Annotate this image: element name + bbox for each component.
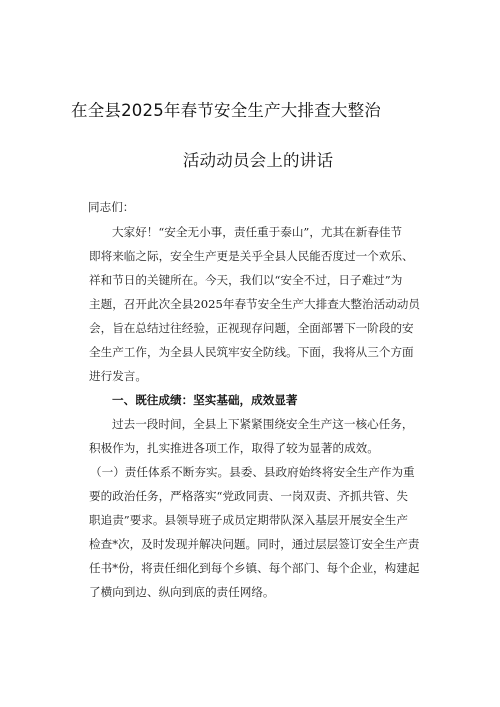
paragraph-1-line-4: 主题，召开此次全县2025年春节安全生产大排查大整治活动动员 bbox=[89, 297, 420, 311]
paragraph-3-line-3: 职追责”要求。县领导班子成员定期带队深入基层开展安全生产 bbox=[89, 513, 408, 527]
paragraph-1-line-6: 全生产工作，为全县人民筑牢安全防线。下面，我将从三个方面 bbox=[89, 345, 414, 359]
paragraph-1-line-3: 祥和节日的关键所在。今天，我们以“安全不过，日子难过”为 bbox=[89, 273, 403, 287]
paragraph-3-line-1: （一）责任体系不断夯实。县委、县政府始终将安全生产作为重 bbox=[90, 465, 415, 479]
paragraph-3-line-2: 要的政治任务，严格落实“党政同责、一岗双责、齐抓共管、失 bbox=[89, 489, 408, 503]
paragraph-3-line-4: 检查*次，及时发现并解决问题。同时，通过层层签订安全生产责 bbox=[89, 537, 420, 551]
paragraph-1-line-7: 进行发言。 bbox=[89, 369, 147, 383]
paragraph-2-line-2: 积极作为，扎实推进各项工作，取得了较为显著的成效。 bbox=[89, 441, 379, 455]
paragraph-3-line-6: 了横向到边、纵向到底的责任网络。 bbox=[89, 585, 275, 599]
paragraph-1-line-2: 即将来临之际，安全生产更是关乎全县人民能否度过一个欢乐、 bbox=[89, 249, 414, 263]
document-title-line-1: 在全县2025年春节安全生产大排查大整治 bbox=[71, 101, 381, 120]
paragraph-1-line-1: 大家好！“安全无小事，责任重于泰山”，尤其在新春佳节 bbox=[112, 225, 403, 239]
section-heading-1: 一、既往成绩：坚实基础，成效显著 bbox=[112, 393, 298, 407]
paragraph-3-line-5: 任书*份，将责任细化到每个乡镇、每个部门、每个企业，构建起 bbox=[89, 561, 420, 575]
paragraph-1-line-5: 会，旨在总结过往经验，正视现存问题，全面部署下一阶段的安 bbox=[89, 321, 414, 335]
document-title-line-2: 活动动员会上的讲话 bbox=[182, 151, 334, 170]
paragraph-2-line-1: 过去一段时间，全县上下紧紧围绕安全生产这一核心任务， bbox=[112, 417, 414, 431]
salutation: 同志们： bbox=[88, 200, 135, 214]
